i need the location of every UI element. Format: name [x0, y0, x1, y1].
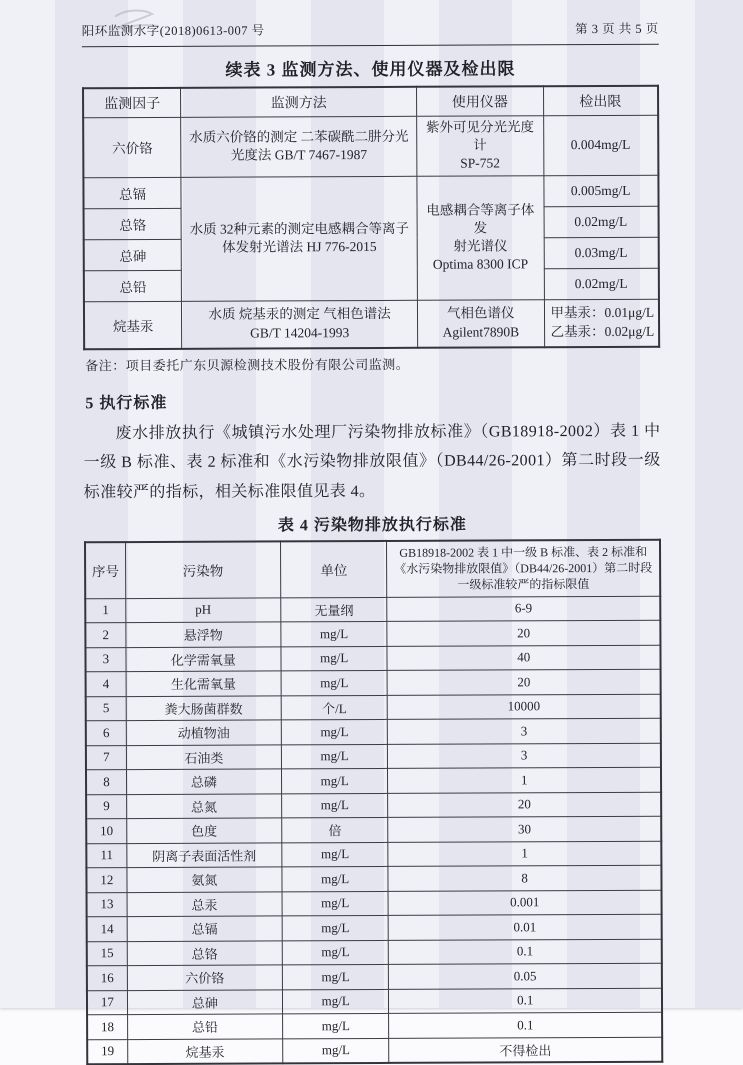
- limit-cell: 0.02mg/L: [544, 206, 659, 238]
- table-row: [86, 841, 661, 868]
- row-limit: 3: [388, 743, 661, 769]
- row-unit: 无量纲: [281, 597, 387, 622]
- table-row: [87, 988, 662, 1015]
- row-unit: mg/L: [282, 891, 388, 916]
- row-pollutant: pH: [125, 597, 280, 622]
- row-pollutant: 烷基汞: [127, 1038, 282, 1064]
- table-row: [87, 963, 662, 990]
- table3-note: 备注：项目委托广东贝源检测技术股份有限公司监测。: [85, 356, 410, 373]
- row-pollutant: 氨氮: [127, 867, 282, 892]
- row-unit: 倍: [282, 817, 388, 842]
- table-row: [86, 694, 661, 721]
- row-unit: mg/L: [282, 989, 388, 1014]
- row-pollutant: 悬浮物: [126, 622, 281, 647]
- row-pollutant: 色度: [126, 818, 281, 843]
- col-no: 序号: [85, 542, 125, 598]
- row-unit: mg/L: [282, 866, 388, 891]
- doc-number: 阳环监测水字(2018)0613-007 号: [81, 23, 265, 39]
- col-instrument: 使用仪器: [417, 86, 544, 116]
- table-row: [86, 792, 661, 819]
- limit-cell: 0.004mg/L: [543, 115, 658, 175]
- row-unit: mg/L: [282, 964, 388, 989]
- row-limit: 0.1: [389, 988, 662, 1014]
- table-row: [87, 1012, 662, 1039]
- row-unit: mg/L: [281, 670, 387, 695]
- limit-cell: 0.02mg/L: [544, 268, 659, 300]
- table-row: [85, 596, 660, 623]
- table-row: [87, 914, 662, 941]
- row-limit: 0.001: [388, 890, 661, 916]
- row-limit: 0.01: [389, 914, 662, 940]
- row-pollutant: 总汞: [127, 891, 282, 916]
- row-no: 1: [85, 598, 125, 623]
- row-limit: 0.1: [389, 939, 662, 965]
- table-row: [87, 890, 662, 917]
- row-pollutant: 石油类: [126, 744, 281, 769]
- row-pollutant: 总砷: [127, 989, 282, 1014]
- row-no: 18: [87, 1015, 127, 1040]
- row-no: 7: [86, 745, 126, 770]
- table-row: [86, 718, 661, 745]
- row-pollutant: 粪大肠菌群数: [126, 695, 281, 720]
- table-row: [85, 620, 660, 647]
- row-no: 2: [85, 623, 125, 648]
- row-unit: mg/L: [282, 915, 388, 940]
- row-limit: 1: [388, 767, 661, 793]
- row-unit: mg/L: [281, 719, 387, 744]
- col-factor: 监测因子: [83, 88, 181, 118]
- instrument-cell-merged: 电感耦合等离子体发 射光谱仪 Optima 8300 ICP: [417, 175, 544, 300]
- row-unit: 个/L: [281, 695, 387, 720]
- col-limit: 检出限: [543, 86, 658, 116]
- page-content: [82, 19, 664, 1065]
- row-pollutant: 动植物油: [126, 720, 281, 745]
- table-row: [86, 743, 661, 770]
- row-limit: 不得检出: [389, 1037, 662, 1063]
- row-limit: 20: [387, 620, 660, 646]
- table4-body: [85, 596, 662, 1065]
- table-row: [86, 865, 661, 892]
- row-no: 8: [86, 770, 126, 795]
- row-unit: mg/L: [282, 793, 388, 818]
- table3: [82, 85, 660, 350]
- row-pollutant: 总铬: [127, 940, 282, 965]
- method-cell-merged: 水质 32种元素的测定电感耦合等离子体发射光谱法 HJ 776-2015: [181, 176, 417, 301]
- row-limit: 6-9: [387, 596, 660, 622]
- factor-cell: 总铅: [84, 270, 182, 301]
- row-limit: 10000: [388, 694, 661, 720]
- row-limit: 30: [388, 816, 661, 842]
- row-limit: 8: [388, 865, 661, 891]
- row-no: 16: [87, 966, 127, 991]
- row-unit: mg/L: [283, 1013, 389, 1038]
- row-pollutant: 六价铬: [127, 965, 282, 990]
- row-no: 3: [85, 647, 125, 672]
- row-unit: mg/L: [281, 646, 387, 671]
- table4-header-row: [85, 540, 660, 599]
- page-header: [82, 19, 659, 48]
- instrument-cell: 紫外可见分光光度计 SP-752: [417, 116, 544, 176]
- row-limit: 0.05: [389, 963, 662, 989]
- limit-cell: 甲基汞：0.01μg/L 乙基汞：0.02μg/L: [544, 299, 659, 347]
- row-limit: 20: [387, 669, 660, 695]
- section5-heading: 5 执行标准: [85, 394, 168, 412]
- row-limit: 20: [388, 792, 661, 818]
- row-unit: mg/L: [282, 842, 388, 867]
- row-pollutant: 总镉: [127, 916, 282, 941]
- row-unit: mg/L: [283, 1038, 389, 1063]
- row-no: 4: [86, 672, 126, 697]
- col-method: 监测方法: [181, 87, 417, 118]
- row-pollutant: 化学需氧量: [126, 646, 281, 671]
- row-unit: mg/L: [281, 744, 387, 769]
- row-pollutant: 生化需氧量: [126, 671, 281, 696]
- instrument-cell: 气相色谱仪 Agilent7890B: [417, 299, 544, 347]
- row-unit: mg/L: [282, 940, 388, 965]
- table3-header-row: [83, 86, 658, 118]
- page-indicator: 第 3 页 共 5 页: [575, 21, 659, 37]
- row-no: 6: [86, 721, 126, 746]
- table-row: [87, 1037, 662, 1065]
- row-no: 11: [86, 843, 126, 868]
- limit-cell: 0.03mg/L: [544, 237, 659, 269]
- row-unit: mg/L: [281, 768, 387, 793]
- table-row: [83, 115, 658, 177]
- method-cell: 水质六价铬的测定 二苯碳酰二肼分光光度法 GB/T 7467-1987: [181, 116, 417, 177]
- factor-cell: 六价铬: [83, 117, 181, 177]
- table-row: [86, 767, 661, 794]
- row-no: 5: [86, 696, 126, 721]
- row-no: 14: [87, 917, 127, 942]
- row-no: 10: [86, 819, 126, 844]
- table-row: [86, 816, 661, 843]
- table-row: [84, 299, 659, 349]
- col-limit: GB18918-2002 表 1 中一级 B 标准、表 2 标准和《水污染物排放限值》（DB44/26-2001）第二时段一级标准较严的指标限值: [387, 540, 660, 597]
- row-pollutant: 总氮: [126, 793, 281, 818]
- factor-cell: 烷基汞: [84, 301, 182, 349]
- table4: [84, 539, 663, 1065]
- table-row: [87, 939, 662, 966]
- table-row: [85, 645, 660, 672]
- col-pollutant: 污染物: [125, 541, 280, 598]
- row-pollutant: 总铅: [127, 1014, 282, 1039]
- row-no: 13: [87, 892, 127, 917]
- row-pollutant: 总磷: [126, 769, 281, 794]
- row-limit: 40: [387, 645, 660, 671]
- factor-cell: 总铬: [84, 208, 182, 239]
- row-no: 17: [87, 990, 127, 1015]
- row-no: 19: [87, 1039, 127, 1064]
- row-unit: mg/L: [281, 621, 387, 646]
- table-row: [83, 175, 658, 209]
- row-no: 9: [86, 794, 126, 819]
- factor-cell: 总镉: [83, 177, 181, 208]
- row-pollutant: 阴离子表面活性剂: [127, 842, 282, 867]
- method-cell: 水质 烷基汞的测定 气相色谱法 GB/T 14204-1993: [182, 300, 418, 349]
- row-no: 12: [86, 868, 126, 893]
- table-row: [86, 669, 661, 696]
- row-limit: 3: [388, 718, 661, 744]
- section5-paragraph: 废水排放执行《城镇污水处理厂污染物排放标准》（GB18918-2002）表 1 中一级 B 标准、表 2 标准和《水污染物排放限值》（DB44/26-2001）第二时段一级标准较严的指标，相关标准限值见表 4。: [83, 422, 661, 501]
- row-limit: 0.1: [389, 1012, 662, 1038]
- col-unit: 单位: [280, 541, 387, 598]
- limit-cell: 0.005mg/L: [543, 175, 658, 207]
- row-no: 15: [87, 941, 127, 966]
- table4-title: 表 4 污染物排放执行标准: [277, 516, 467, 535]
- row-limit: 1: [388, 841, 661, 867]
- factor-cell: 总砷: [84, 239, 182, 270]
- table3-title: 续表 3 监测方法、使用仪器及检出限: [225, 59, 516, 80]
